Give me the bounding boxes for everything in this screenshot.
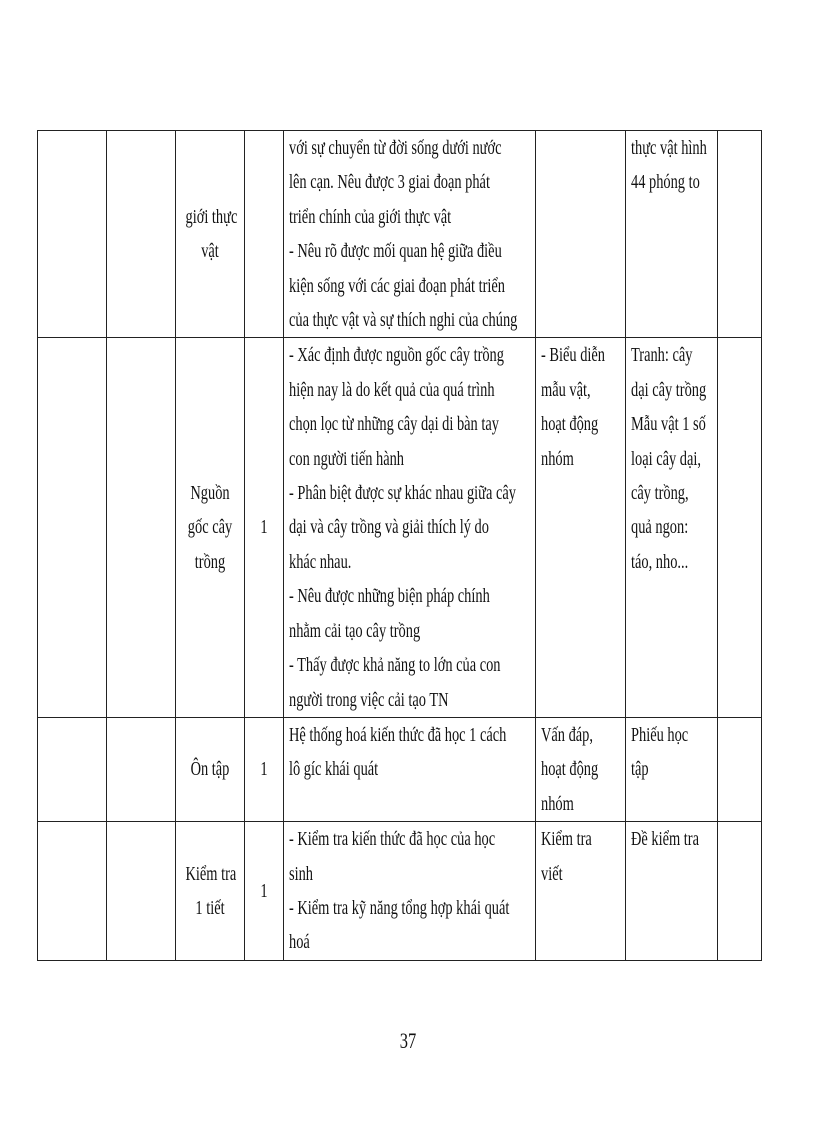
materials-cell — [626, 338, 718, 717]
topic-cell-line: Kiểm tra — [185, 862, 237, 885]
materials-cell-line: Đề kiểm tra — [631, 828, 699, 851]
topic-cell-line: gốc cây — [187, 516, 233, 539]
empty-cell — [38, 131, 107, 338]
objectives-cell-line: hiện nay là do kết quả của quá trình — [289, 378, 495, 401]
objectives-cell-line: Hệ thống hoá kiến thức đã học 1 cách — [289, 723, 507, 746]
methods-cell-line: Vấn đáp, — [541, 723, 593, 746]
empty-cell — [38, 717, 107, 821]
materials-cell-line: dại cây trồng — [631, 378, 707, 401]
empty-cell — [718, 338, 762, 717]
objectives-cell-line: - Kiểm tra kỹ năng tổng hợp khái quát — [289, 896, 510, 919]
empty-cell — [107, 717, 176, 821]
methods-cell-line: hoạt động — [541, 758, 599, 781]
methods-cell-line: - Biểu diễn — [541, 344, 605, 367]
periods-cell — [245, 338, 284, 717]
periods-value: 1 — [260, 758, 268, 781]
objectives-cell-line: của thực vật và sự thích nghi của chúng — [289, 309, 518, 332]
materials-cell-line: tập — [631, 758, 649, 781]
table-row — [38, 822, 762, 961]
page-number-text: 37 — [399, 1028, 417, 1053]
materials-cell-line: 44 phóng to — [631, 171, 700, 194]
objectives-cell-line: nhằm cải tạo cây trồng — [289, 619, 421, 642]
empty-cell — [107, 131, 176, 338]
objectives-cell-line: với sự chuyển từ đời sống dưới nước — [289, 137, 502, 159]
methods-cell-line: nhóm — [541, 792, 574, 815]
objectives-cell-line: người trong việc cải tạo TN — [289, 688, 449, 711]
methods-cell — [536, 717, 626, 821]
objectives-cell-line: - Thấy được khả năng to lớn của con — [289, 654, 501, 677]
empty-cell — [718, 822, 762, 961]
objectives-cell-line: hoá — [289, 931, 310, 954]
periods-cell — [245, 822, 284, 961]
methods-cell — [536, 131, 626, 338]
materials-cell-line: cây trồng, — [631, 482, 689, 505]
methods-cell — [536, 338, 626, 717]
periods-cell — [245, 717, 284, 821]
topic-cell-line: giới thực — [185, 205, 238, 228]
objectives-cell-line: khác nhau. — [289, 550, 352, 573]
objectives-cell-line: lên cạn. Nêu được 3 giai đoạn phát — [289, 171, 490, 194]
periods-value: 1 — [260, 879, 268, 902]
topic-cell — [176, 131, 245, 338]
materials-cell-line: quả ngon: — [631, 516, 689, 539]
objectives-cell — [284, 131, 536, 338]
periods-value: 1 — [260, 516, 268, 539]
table-row — [38, 131, 762, 338]
methods-cell — [536, 822, 626, 961]
methods-cell-line: Kiểm tra — [541, 828, 592, 851]
topic-cell-line: Ôn tập — [190, 758, 230, 781]
lesson-plan-table — [37, 130, 762, 961]
topic-cell-line: vật — [201, 240, 219, 263]
methods-cell-line: hoạt động — [541, 413, 599, 436]
objectives-cell-line: sinh — [289, 862, 314, 885]
empty-cell — [107, 338, 176, 717]
methods-cell-line: mẫu vật, — [541, 378, 591, 401]
empty-cell — [718, 717, 762, 821]
materials-cell-line: Mẫu vật 1 số — [631, 413, 706, 436]
objectives-cell-line: - Nêu được những biện pháp chính — [289, 585, 490, 608]
topic-cell — [176, 822, 245, 961]
materials-cell-line: Phiếu học — [631, 723, 689, 746]
objectives-cell-line: - Phân biệt được sự khác nhau giữa cây — [289, 482, 516, 505]
materials-cell-line: thực vật hình — [631, 137, 707, 159]
empty-cell — [38, 822, 107, 961]
objectives-cell-line: - Nêu rõ được mối quan hệ giữa điều — [289, 240, 502, 263]
table-body — [38, 131, 762, 961]
objectives-cell-line: triển chính của giới thực vật — [289, 205, 452, 228]
materials-cell-line: loại cây dại, — [631, 447, 701, 470]
materials-cell-line: táo, nho... — [631, 550, 689, 573]
table-row — [38, 338, 762, 717]
objectives-cell-line: lô gíc khái quát — [289, 758, 379, 781]
periods-cell — [245, 131, 284, 338]
topic-cell — [176, 338, 245, 717]
table-row — [38, 717, 762, 821]
objectives-cell-line: chọn lọc từ những cây dại di bàn tay — [289, 413, 499, 436]
topic-cell-line: Nguồn — [190, 482, 230, 505]
topic-cell-line: trồng — [194, 550, 226, 573]
page-number — [0, 1028, 816, 1054]
empty-cell — [718, 131, 762, 338]
objectives-cell — [284, 338, 536, 717]
methods-cell-line: viết — [541, 862, 563, 885]
objectives-cell — [284, 822, 536, 961]
objectives-cell-line: - Xác định được nguồn gốc cây trồng — [289, 344, 504, 367]
materials-cell — [626, 131, 718, 338]
materials-cell — [626, 717, 718, 821]
objectives-cell-line: dại và cây trồng và giải thích lý do — [289, 516, 489, 539]
objectives-cell-line: kiện sống với các giai đoạn phát triển — [289, 274, 505, 297]
objectives-cell-line: - Kiểm tra kiến thức đã học của học — [289, 828, 496, 851]
materials-cell-line: Tranh: cây — [631, 344, 693, 367]
objectives-cell — [284, 717, 536, 821]
empty-cell — [38, 338, 107, 717]
materials-cell — [626, 822, 718, 961]
methods-cell-line: nhóm — [541, 447, 574, 470]
topic-cell — [176, 717, 245, 821]
objectives-cell-line: con người tiến hành — [289, 447, 404, 470]
empty-cell — [107, 822, 176, 961]
topic-cell-line: 1 tiết — [195, 896, 225, 919]
